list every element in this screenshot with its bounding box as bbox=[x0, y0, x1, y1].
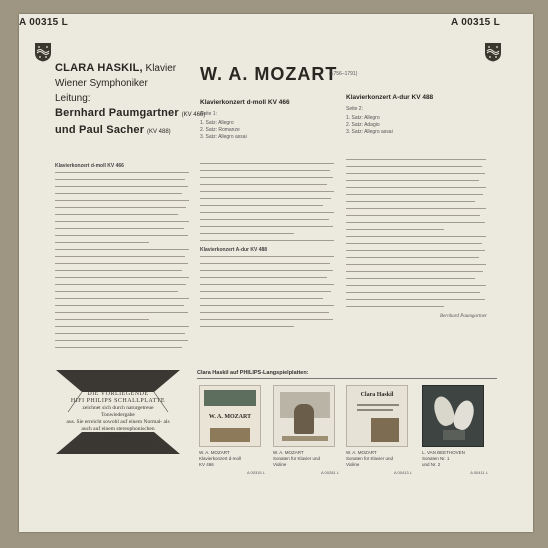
text-line bbox=[200, 256, 334, 257]
text-line bbox=[55, 326, 189, 327]
movement-item: 1. Satz: Allegro bbox=[200, 120, 234, 126]
record-line: Sonaten für Klavier und bbox=[346, 456, 394, 461]
text-line bbox=[346, 292, 480, 293]
liner-notes-middle bbox=[200, 163, 334, 333]
record-line: W. A. MOZART bbox=[199, 450, 230, 455]
record-info bbox=[199, 450, 265, 468]
text-line bbox=[55, 221, 189, 222]
text-line bbox=[55, 319, 149, 320]
album-cover bbox=[199, 385, 261, 447]
catalog-number-left: A 00315 L bbox=[19, 17, 69, 28]
text-line bbox=[55, 228, 184, 229]
movement-item: 2. Satz: Romanze bbox=[200, 127, 240, 133]
notes-heading: Klavierkonzert d-moll KV 466 bbox=[55, 163, 124, 169]
text-line bbox=[200, 191, 334, 192]
album-cover bbox=[273, 385, 335, 447]
text-line bbox=[55, 179, 185, 180]
text-line bbox=[346, 271, 483, 272]
text-line bbox=[55, 214, 178, 215]
text-line bbox=[346, 306, 444, 307]
text-line bbox=[55, 291, 178, 292]
movement-item: 3. Satz: Allegro assai bbox=[346, 129, 393, 135]
text-line bbox=[200, 163, 334, 164]
text-line bbox=[200, 184, 327, 185]
conductor-note: (KV 466) bbox=[181, 112, 206, 118]
side-label: Seite 2: bbox=[346, 106, 363, 112]
text-line bbox=[200, 240, 334, 241]
text-line bbox=[346, 250, 485, 251]
liner-notes-left bbox=[55, 163, 189, 354]
text-line bbox=[200, 198, 331, 199]
record-line: Sonaten Nr. 1 bbox=[422, 456, 450, 461]
leitung-label: Leitung: bbox=[55, 93, 91, 104]
text-line bbox=[200, 298, 323, 299]
movement-list bbox=[346, 115, 393, 136]
album-cover bbox=[346, 385, 408, 447]
text-line bbox=[200, 319, 333, 320]
text-line bbox=[346, 173, 485, 174]
text-line bbox=[346, 180, 479, 181]
cover-label: Clara Haskil bbox=[360, 392, 394, 398]
text-line bbox=[200, 277, 327, 278]
record-info bbox=[346, 450, 412, 468]
text-line bbox=[346, 299, 485, 300]
text-line bbox=[55, 242, 149, 243]
text-line bbox=[346, 208, 486, 209]
text-line bbox=[55, 305, 184, 306]
notice-line: zeichnet sich durch naturgetreue Tonwiedergabe bbox=[82, 405, 154, 418]
text-line bbox=[55, 207, 186, 208]
record-line: W. A. MOZART bbox=[273, 450, 304, 455]
text-line bbox=[346, 264, 486, 265]
records-divider bbox=[197, 378, 497, 379]
conductor-name: und Paul Sacher bbox=[55, 124, 145, 136]
text-line bbox=[200, 233, 294, 234]
movement-list bbox=[200, 120, 247, 141]
performer-credits bbox=[55, 61, 205, 140]
text-line bbox=[200, 226, 333, 227]
album-cover bbox=[422, 385, 484, 447]
record-catalog: A 00315 L bbox=[246, 470, 265, 475]
record-catalog: A 00281 L bbox=[320, 470, 339, 475]
text-line bbox=[200, 270, 333, 271]
record-card[interactable] bbox=[273, 385, 339, 475]
notice-line: hervorragende Klangergebnisse. bbox=[82, 440, 154, 446]
text-line bbox=[55, 270, 182, 271]
text-line bbox=[346, 278, 475, 279]
text-line bbox=[346, 215, 480, 216]
record-card[interactable] bbox=[422, 385, 488, 475]
text-line bbox=[55, 200, 189, 201]
conductor-note: (KV 488) bbox=[146, 129, 171, 135]
notice-line: auch auf einem stereophonischen Plattenspieler bbox=[81, 426, 155, 439]
text-line bbox=[55, 256, 185, 257]
side-label: Seite 1: bbox=[200, 111, 217, 117]
soloist-name: CLARA HASKIL, bbox=[55, 62, 143, 74]
record-catalog: A 00411 L bbox=[470, 470, 488, 475]
notes-heading: Klavierkonzert A-dur KV 488 bbox=[200, 246, 268, 253]
notice-line: DIE VORLIEGENDE bbox=[87, 391, 149, 397]
text-line bbox=[346, 243, 482, 244]
composer-years: (1756–1791) bbox=[329, 71, 358, 77]
text-line bbox=[200, 263, 330, 264]
text-line bbox=[346, 285, 486, 286]
text-line bbox=[200, 170, 330, 171]
record-line: W. A. MOZART bbox=[346, 450, 377, 455]
text-line bbox=[346, 159, 486, 160]
text-line bbox=[346, 166, 482, 167]
notes-author: Bernhard Paumgartner bbox=[440, 314, 487, 319]
text-line bbox=[346, 236, 486, 237]
text-line bbox=[55, 186, 188, 187]
catalog-number-right: A 00315 L bbox=[451, 17, 501, 28]
record-card[interactable] bbox=[199, 385, 265, 475]
orchestra-name: Wiener Symphoniker bbox=[55, 78, 148, 89]
liner-notes-right bbox=[346, 159, 486, 313]
hifi-notice bbox=[66, 391, 170, 447]
text-line bbox=[346, 229, 444, 230]
text-line bbox=[200, 326, 294, 327]
text-line bbox=[55, 333, 185, 334]
record-line: Sonaten für Klavier und bbox=[273, 456, 321, 461]
record-catalog: A 00413 L bbox=[393, 470, 412, 475]
text-line bbox=[200, 219, 329, 220]
text-line bbox=[55, 284, 186, 285]
records-header: Clara Haskil auf PHILIPS-Langspielplatten: bbox=[197, 370, 309, 376]
soloist-role: Klavier bbox=[145, 63, 177, 74]
text-line bbox=[200, 212, 334, 213]
text-line bbox=[55, 298, 189, 299]
record-info bbox=[422, 450, 488, 468]
movement-item: 1. Satz: Allegro bbox=[346, 115, 380, 121]
record-line: Violine bbox=[346, 462, 360, 467]
text-line bbox=[200, 177, 333, 178]
text-line bbox=[346, 201, 475, 202]
text-line bbox=[346, 222, 485, 223]
text-line bbox=[200, 205, 323, 206]
record-line: Klavierkonzert d-moll bbox=[199, 456, 242, 461]
text-line bbox=[55, 277, 189, 278]
movement-item: 3. Satz: Allegro assai bbox=[200, 134, 247, 140]
record-line: KV 466 bbox=[199, 462, 214, 467]
record-card[interactable] bbox=[346, 385, 412, 475]
philips-shield-icon bbox=[34, 42, 52, 62]
conductor-name: Bernhard Paumgartner bbox=[55, 107, 179, 119]
record-line: Violine bbox=[273, 462, 287, 467]
work-title: Klavierkonzert A-dur KV 488 bbox=[346, 94, 434, 101]
text-line bbox=[200, 284, 334, 285]
work-title: Klavierkonzert d-moll KV 466 bbox=[200, 99, 290, 106]
record-line: L. VAN BEETHOVEN bbox=[422, 450, 465, 455]
cover-label: W. A. MOZART bbox=[208, 414, 252, 420]
text-line bbox=[55, 263, 188, 264]
text-line bbox=[346, 187, 486, 188]
philips-shield-icon bbox=[484, 42, 502, 62]
text-line bbox=[200, 312, 329, 313]
text-line bbox=[55, 249, 189, 250]
composer-title: W. A. MOZART bbox=[200, 64, 338, 84]
text-line bbox=[346, 257, 479, 258]
movement-item: 2. Satz: Adagio bbox=[346, 122, 380, 128]
record-line: und Nr. 2 bbox=[422, 462, 441, 467]
text-line bbox=[55, 340, 188, 341]
text-line bbox=[55, 172, 189, 173]
text-line bbox=[55, 193, 182, 194]
notice-line: aus. Sie erreicht sowohl auf einem Normal- als bbox=[66, 419, 170, 425]
record-info bbox=[273, 450, 339, 468]
notice-line: HIFI PHILIPS SCHALLPLATTE bbox=[70, 398, 166, 404]
text-line bbox=[55, 235, 188, 236]
text-line bbox=[55, 347, 182, 348]
text-line bbox=[200, 291, 331, 292]
text-line bbox=[200, 305, 334, 306]
text-line bbox=[346, 194, 483, 195]
text-line bbox=[55, 312, 188, 313]
